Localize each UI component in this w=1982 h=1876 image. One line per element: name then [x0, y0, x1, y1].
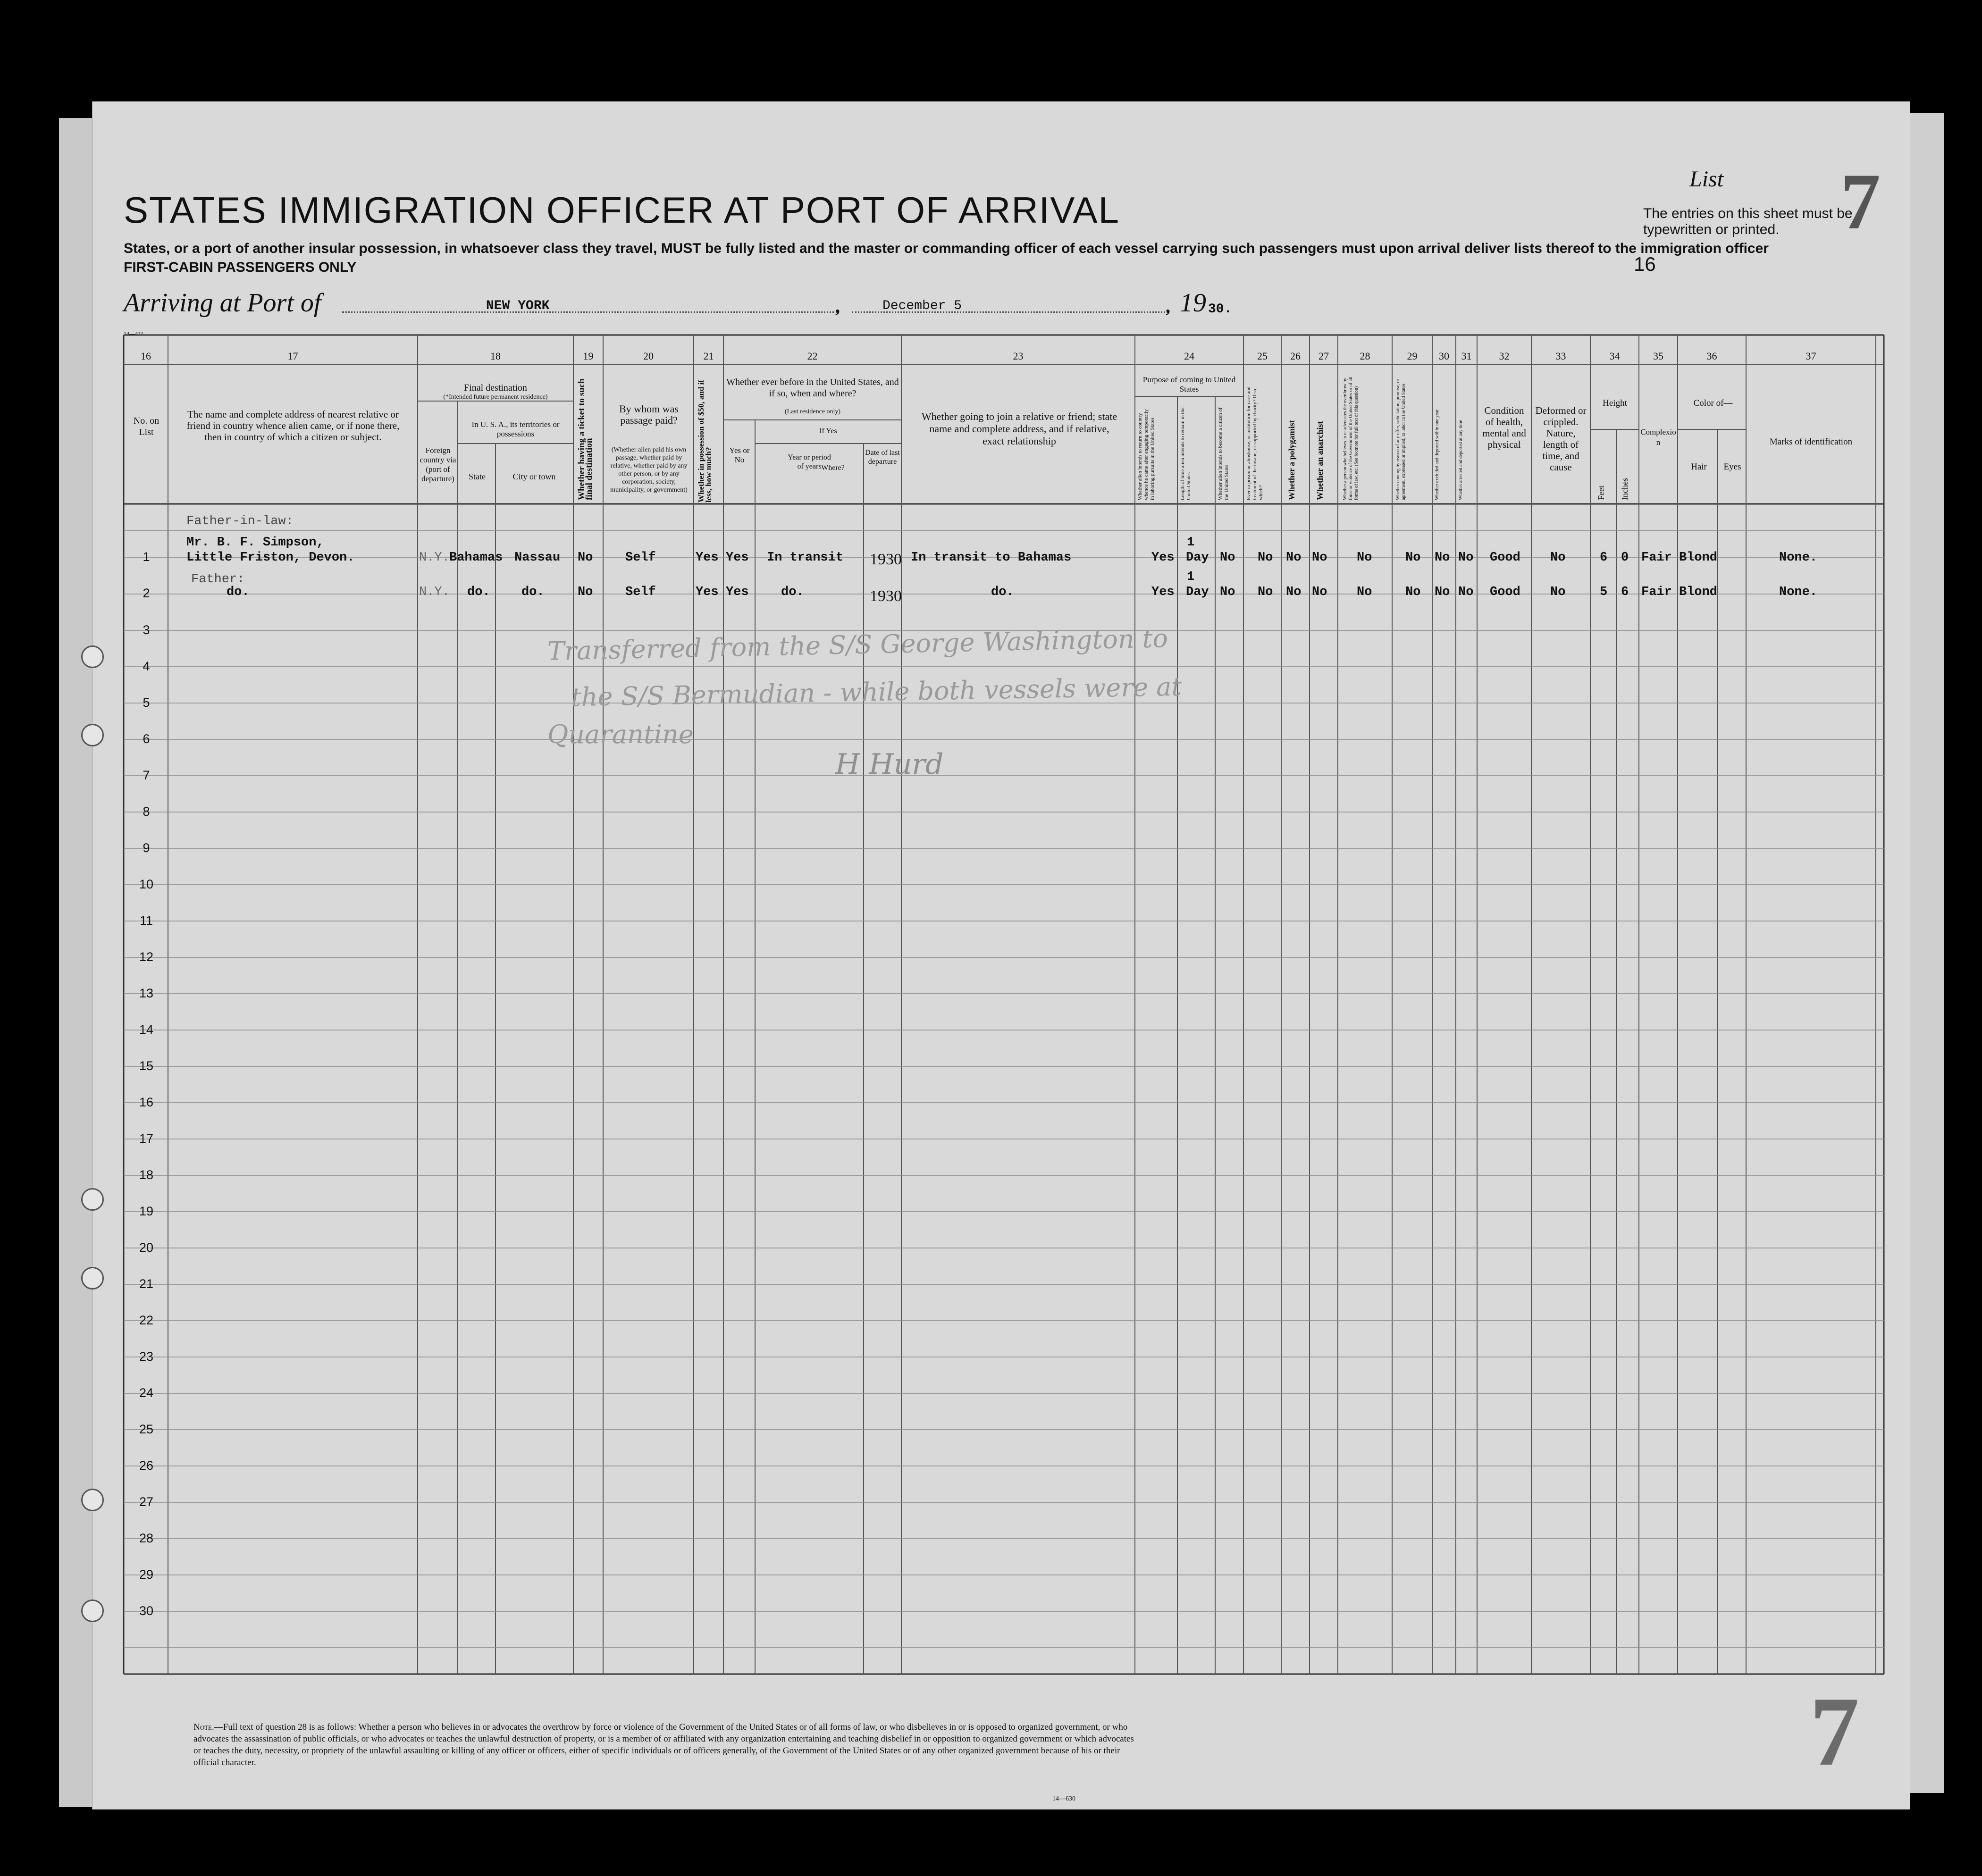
row-number: 9 — [143, 841, 150, 855]
length-unit: Day — [1186, 551, 1209, 565]
row-number: 19 — [139, 1204, 154, 1218]
foreign-port: N.Y. — [419, 585, 450, 599]
bottom-list-mark: 7 — [1810, 1677, 1859, 1786]
column-number: 21 — [703, 350, 714, 362]
column-number: 25 — [1257, 350, 1268, 362]
header-purpose-citizen: Whether alien intends to become a citizen of the United States — [1218, 407, 1229, 500]
c27: No — [1312, 551, 1327, 565]
header-final-destination-note: (*Intended future permanent residence) — [443, 394, 548, 401]
column-number: 29 — [1407, 350, 1418, 362]
header-c28: Whether a person who believes in or advocates the overthrow by force or violence of the Government of the United States or of all forms of law, etc. (See footnote for full text of this question) — [1343, 377, 1359, 500]
c27: No — [1312, 585, 1327, 599]
row-number: 12 — [139, 950, 154, 964]
dest-city: do. — [521, 585, 545, 599]
length-number: 1 — [1187, 570, 1195, 584]
form-code-top: 14—4?? — [124, 330, 143, 337]
header-in-usa: In U. S. A., its territories or possessions — [471, 420, 560, 438]
column-number: 33 — [1555, 350, 1566, 362]
relative-name: do. — [227, 585, 250, 599]
footnote-label: Note. — [193, 1722, 214, 1732]
row-number: 21 — [139, 1277, 154, 1291]
row-number: 5 — [143, 695, 150, 710]
year-suffix: 30. — [1208, 302, 1232, 317]
length-unit: Day — [1186, 585, 1209, 599]
height-inches: 0 — [1621, 551, 1629, 565]
header-marks: Marks of identification — [1769, 437, 1853, 447]
header-deformed: Deformed or crippled. Nature, length of time, and cause — [1535, 405, 1587, 473]
column-number: 17 — [287, 350, 298, 362]
row-number: 25 — [139, 1422, 154, 1436]
header-ever-before: Whether ever before in the United States, and if so, when and where? — [726, 377, 899, 399]
class-label: FIRST-CABIN PASSENGERS ONLY — [124, 260, 357, 275]
row-number: 30 — [139, 1604, 154, 1618]
relation: Father: — [191, 572, 245, 586]
citizen: No — [1220, 585, 1235, 599]
citizen: No — [1220, 551, 1235, 565]
row-number: 28 — [139, 1531, 154, 1545]
row-number: 14 — [139, 1022, 154, 1037]
column-number: 35 — [1653, 350, 1663, 362]
footnote — [193, 1721, 1137, 1768]
binder-hole — [81, 724, 104, 746]
handwritten-signature: H Hurd — [835, 748, 944, 781]
column-number: 18 — [490, 350, 501, 362]
row-number: 16 — [139, 1095, 154, 1109]
last-departure: 1930 — [870, 551, 902, 568]
relative-address: Little Friston, Devon. — [186, 551, 355, 565]
c28: No — [1357, 585, 1372, 599]
row-number: 2 — [143, 586, 150, 600]
header-year-period-text: Year or period of years — [788, 453, 831, 470]
header-color-of: Color of— — [1693, 398, 1733, 408]
header-ticket: Whether having a ticket to such final destination — [577, 378, 594, 500]
health: Good — [1490, 585, 1520, 599]
header-where: Where? — [821, 464, 845, 472]
ever-before: Yes — [726, 585, 749, 599]
column-number: 37 — [1806, 350, 1816, 362]
header-passage-paid: By whom was passage paid? — [619, 403, 679, 426]
hair: Blond — [1679, 551, 1718, 565]
column-number: 19 — [583, 350, 594, 362]
header-city: City or town — [512, 472, 556, 481]
handwritten-annotation — [547, 623, 1468, 800]
row-number: 18 — [139, 1168, 154, 1182]
date-value: December 5 — [882, 299, 962, 313]
column-number: 20 — [643, 350, 654, 362]
row-number: 22 — [139, 1313, 154, 1327]
header-last-residence: (Last residence only) — [784, 408, 841, 415]
height-feet: 5 — [1600, 585, 1608, 599]
column-number: 16 — [141, 350, 151, 362]
page-title: STATES IMMIGRATION OFFICER AT PORT OF ARRIVAL — [124, 189, 1120, 231]
complexion: Fair — [1641, 585, 1672, 599]
header-anarchist: Whether an anarchist — [1315, 421, 1325, 500]
column-number: 36 — [1706, 350, 1717, 362]
row-number: 3 — [143, 623, 150, 637]
c31: No — [1458, 585, 1474, 599]
column-number: 34 — [1609, 350, 1620, 362]
row-number: 20 — [139, 1240, 154, 1255]
header-state: State — [469, 472, 486, 481]
header-yes-no: Yes or No — [729, 446, 750, 464]
header-last-departure: Date of last departure — [865, 449, 900, 466]
deformed: No — [1550, 551, 1566, 565]
header-relative-address: The name and complete address of nearest relative or friend in country whence alien came, or if none there, then in country of which a citizen or subject. — [186, 409, 400, 443]
header-inches: Inches — [1620, 478, 1629, 500]
complexion: Fair — [1641, 551, 1672, 565]
header-final-destination: Final destination — [464, 383, 527, 393]
year-prefix: 19 — [1180, 288, 1206, 318]
header-hair: Hair — [1691, 462, 1707, 472]
header-complexion: Complexion — [1640, 427, 1676, 447]
column-number: 26 — [1290, 350, 1301, 362]
relative-name: Mr. B. F. Simpson, — [186, 536, 324, 550]
c26: No — [1286, 585, 1302, 599]
return: Yes — [1151, 551, 1175, 565]
row-number: 15 — [139, 1059, 154, 1073]
arriving-label: Arriving at Port of — [124, 288, 321, 318]
binder-hole — [81, 645, 104, 668]
footnote-text: —Full text of question 28 is as follows: Whether a person who believes in or advocates the overthrow by force or violence of the Government of the United States or of all forms of law, or who disbelieves in or is opposed to organized government, or who advocates the assassination of public officials, or who advocates or teaches the unlawful destruction of property, or is a member of or affiliated with any organization entertaining and teaching disbelief in or opposition to organized government or which advocates or teaches the duty, necessity, or propriety of the unlawful assaulting or killing of any officer or officers, either of specific individuals or of officers generally, of the Government of the United States or of any other organized government because of his or their official character. — [193, 1722, 1134, 1767]
header-passage-note: (Whether alien paid his own passage, whether paid by relative, whether paid by any other person, or by any corporation, society, municipality, or government) — [610, 446, 688, 494]
binder-hole — [81, 1188, 104, 1211]
c25: No — [1258, 585, 1273, 599]
binder-hole — [81, 1600, 104, 1622]
instruction-text: States, or a port of another insular possession, in whatsoever class they travel, MUST be fully listed and the master or commanding officer of each vessel carrying such passengers must upon arrival deliver lists thereof to the immigration officer — [124, 241, 1769, 256]
header-purpose-return: Whether alien intends to return to country whence he came after engaging temporarily in laboring pursuits in the United States — [1137, 409, 1155, 500]
row-number: 1 — [143, 550, 150, 564]
join-relative: In transit to Bahamas — [911, 551, 1072, 565]
binder-hole — [81, 1489, 104, 1511]
header-c29: Whether coming by reason of any offer, solicitation, promise, or agreement, expressed or implied, to labor in the United States — [1395, 378, 1406, 500]
column-number: 30 — [1439, 350, 1449, 362]
c30: No — [1435, 551, 1450, 565]
has-50: Yes — [696, 585, 719, 599]
list-label: List — [1689, 167, 1724, 192]
where: In transit — [767, 551, 844, 565]
dest-city: Nassau — [514, 551, 561, 565]
ever-before: Yes — [726, 551, 749, 565]
c30: No — [1435, 585, 1450, 599]
deformed: No — [1550, 585, 1566, 599]
marks: None. — [1779, 551, 1818, 565]
relation: Father-in-law: — [186, 514, 294, 528]
c31: No — [1458, 551, 1474, 565]
length-number: 1 — [1187, 536, 1195, 550]
return: Yes — [1151, 585, 1175, 599]
health: Good — [1490, 551, 1520, 565]
height-feet: 6 — [1600, 551, 1608, 565]
height-inches: 6 — [1621, 585, 1629, 599]
paid-by: Self — [625, 585, 656, 599]
row-number: 27 — [139, 1495, 154, 1509]
header-c25: Ever in prison or almshouse, or institution for care and treatment of the insane, or supported by charity? If so, which? — [1246, 386, 1264, 500]
row-number: 4 — [143, 659, 150, 673]
handwritten-line: Transferred from the S/S George Washington to — [547, 623, 1168, 666]
handwritten-line: Quarantine — [547, 720, 694, 749]
hair: Blond — [1679, 585, 1718, 599]
header-c31: Whether arrested and deported at any time — [1458, 420, 1463, 500]
header-no-on-list: No. on List — [133, 416, 160, 437]
column-number: 24 — [1184, 350, 1194, 362]
header-join-relative: Whether going to join a relative or friend; state name and complete address, and if relative, exact relationship — [921, 410, 1117, 447]
column-number: 31 — [1461, 350, 1472, 362]
row-number: 29 — [139, 1567, 154, 1582]
binder-hole — [81, 1267, 104, 1290]
row-number: 26 — [139, 1458, 154, 1473]
row-number: 7 — [143, 768, 150, 782]
where: do. — [781, 585, 804, 599]
has-50: Yes — [696, 551, 719, 565]
entries-note: The entries on this sheet must be typewritten or printed. — [1643, 206, 1853, 237]
column-number: 23 — [1013, 350, 1024, 362]
column-number: 28 — [1360, 350, 1370, 362]
column-number: 22 — [807, 350, 818, 362]
handwritten-line: the S/S Bermudian - while both vessels were at — [571, 671, 1182, 712]
comma: , — [835, 295, 840, 317]
sheet-count: 16 — [1634, 253, 1656, 275]
ticket: No — [578, 585, 593, 599]
port-line — [342, 311, 838, 313]
c26: No — [1286, 551, 1302, 565]
form-code: 14—630 — [1052, 1795, 1075, 1802]
column-number: 27 — [1319, 350, 1329, 362]
join-relative: do. — [991, 585, 1014, 599]
foreign-port: N.Y. — [419, 551, 450, 565]
c29: No — [1405, 551, 1421, 565]
row-number: 10 — [139, 877, 154, 891]
header-polygamist: Whether a polygamist — [1287, 420, 1296, 500]
ticket: No — [578, 551, 593, 565]
header-c30: Whether excluded and deported within one year — [1435, 409, 1440, 500]
comma: , — [1166, 295, 1170, 317]
last-departure: 1930 — [870, 587, 902, 605]
column-number: 32 — [1499, 350, 1510, 362]
header-possession-50: Whether in possession of $50, and if less, how much? — [697, 380, 713, 502]
header-foreign-country: Foreign country via (port of departure) — [420, 446, 456, 483]
c25: No — [1258, 551, 1273, 565]
row-number: 13 — [139, 986, 154, 1000]
c28: No — [1357, 551, 1372, 565]
row-number: 17 — [139, 1131, 154, 1146]
row-number: 11 — [139, 913, 153, 928]
row-number: 8 — [143, 804, 150, 819]
dest-state: do. — [467, 585, 490, 599]
marks: None. — [1779, 585, 1818, 599]
list-number: 7 — [1840, 157, 1881, 246]
row-number: 24 — [139, 1386, 154, 1400]
header-purpose: Purpose of coming to United States — [1142, 375, 1236, 394]
port-value: NEW YORK — [486, 299, 550, 313]
header-health: Condition of health, mental and physical — [1482, 405, 1526, 450]
header-feet: Feet — [1596, 486, 1606, 500]
header-eyes: Eyes — [1723, 462, 1741, 472]
row-number: 6 — [143, 732, 150, 746]
dest-state: Bahamas — [449, 551, 503, 565]
header-height: Height — [1603, 398, 1627, 408]
row-number: 23 — [139, 1349, 154, 1364]
paid-by: Self — [625, 551, 656, 565]
c29: No — [1405, 585, 1421, 599]
header-purpose-length: Length of time alien intends to remain in the United States — [1180, 407, 1192, 500]
header-if-yes: If Yes — [819, 427, 837, 435]
